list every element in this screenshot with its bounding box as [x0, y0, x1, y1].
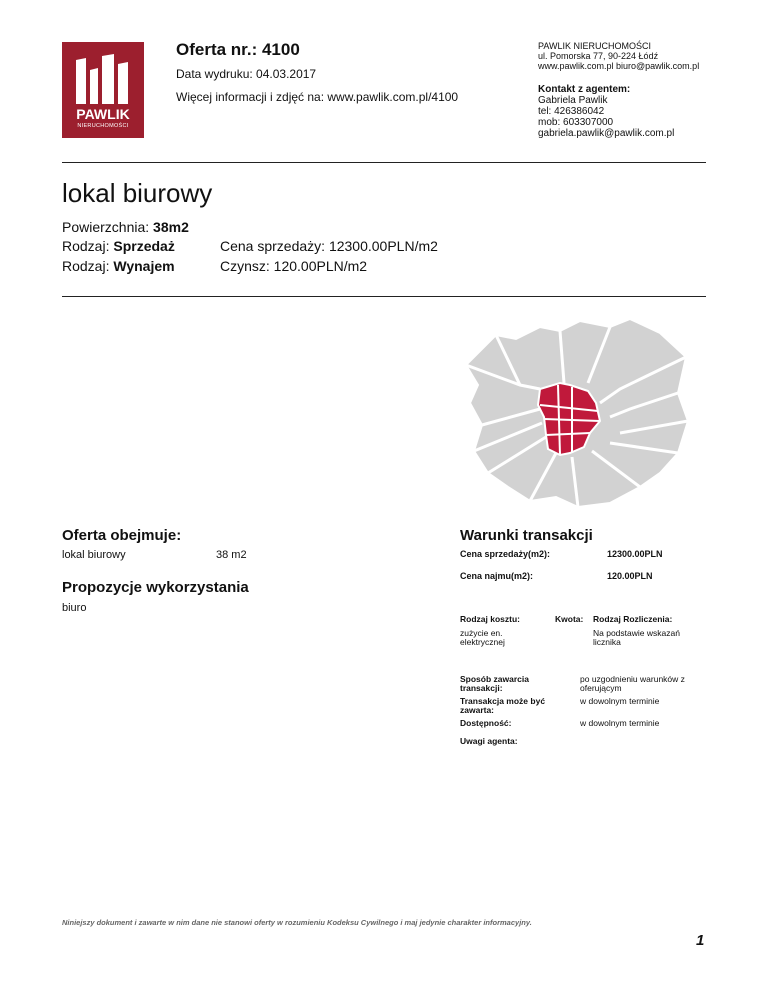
divider-middle — [62, 296, 706, 297]
cost-type-line: zużycie en. — [460, 628, 503, 638]
agent-email[interactable]: gabriela.pawlik@pawlik.com.pl — [538, 128, 675, 139]
settlement-header: Rodzaj Rozliczenia: — [593, 614, 673, 624]
type-value: Sprzedaż — [113, 238, 175, 254]
cost-type-line: elektrycznej — [460, 637, 505, 647]
agent-name: Gabriela Pawlik — [538, 95, 608, 106]
company-logo — [62, 42, 144, 138]
location-map — [460, 313, 692, 514]
agency-address: ul. Pomorska 77, 90-224 Łódź — [538, 51, 659, 61]
agent-tel: tel: 426386042 — [538, 106, 605, 117]
usage-value: biuro — [62, 602, 87, 614]
more-info-link[interactable]: Więcej informacji i zdjęć na: www.pawlik.com.pl/4100 — [176, 90, 459, 104]
method-label-line: Sposób zawarcia — [460, 674, 529, 684]
type-rent-param — [62, 258, 175, 274]
amount-header: Kwota: — [555, 614, 584, 624]
when-label-line: Transakcja może być — [460, 696, 546, 706]
divider-top — [62, 162, 706, 163]
settlement-line: licznika — [593, 637, 621, 647]
rent-price-value: 120.00PLN — [607, 571, 653, 581]
settlement-line: Na podstawie wskazań — [593, 628, 680, 638]
area-label: Powierzchnia: — [62, 219, 150, 235]
agent-heading: Kontakt z agentem: — [538, 84, 631, 95]
terms-heading: Warunki transakcji — [460, 527, 593, 544]
settlement-value — [593, 629, 680, 647]
listing-title: lokal biurowy — [62, 178, 213, 208]
when-label-line: zawarta: — [460, 705, 495, 715]
method-value — [580, 675, 685, 693]
disclaimer: Niniejszy dokument i zawarte w nim dane nie stanowi oferty w rozumieniu Kodeksu Cywilnego i maj jedynie charakter informacyjny. — [62, 918, 532, 927]
rent-price-label: Cena najmu(m2): — [460, 571, 534, 581]
offer-number: Oferta nr.: 4100 — [176, 40, 300, 59]
offer-item-name: lokal biurowy — [62, 549, 126, 561]
agency-web-email[interactable]: www.pawlik.com.pl biuro@pawlik.com.pl — [538, 61, 700, 71]
agency-name: PAWLIK NIERUCHOMOŚCI — [538, 41, 652, 51]
method-label-line: transakcji: — [460, 683, 503, 693]
agent-contact — [538, 84, 674, 139]
logo-text: PAWLIK — [76, 106, 130, 122]
agency-block — [538, 41, 699, 71]
page-number: 1 — [696, 932, 705, 949]
cost-type-value — [460, 629, 505, 647]
agent-mob: mob: 603307000 — [538, 117, 614, 128]
method-label — [460, 675, 529, 693]
sale-price: Cena sprzedaży: 12300.00PLN/m2 — [220, 238, 438, 254]
print-date: Data wydruku: 04.03.2017 — [176, 67, 317, 81]
type-sale-param — [62, 238, 175, 254]
type-value: Wynajem — [113, 258, 175, 274]
availability-value: w dowolnym terminie — [580, 718, 660, 728]
availability-label: Dostępność: — [460, 718, 512, 728]
type-label: Rodzaj: — [62, 258, 110, 274]
offer-item-area: 38 m2 — [216, 549, 247, 561]
usage-heading: Propozycje wykorzystania — [62, 579, 249, 596]
type-label: Rodzaj: — [62, 238, 110, 254]
when-label — [460, 697, 545, 715]
method-value-line: oferującym — [580, 683, 622, 693]
rent-price: Czynsz: 120.00PLN/m2 — [220, 258, 368, 274]
when-value: w dowolnym terminie — [580, 696, 660, 706]
method-value-line: po uzgodnieniu warunków z — [580, 674, 685, 684]
sale-price-value: 12300.00PLN — [607, 549, 663, 559]
cost-type-header: Rodzaj kosztu: — [460, 614, 520, 624]
area-param — [62, 219, 189, 235]
offer-includes-heading: Oferta obejmuje: — [62, 527, 182, 544]
area-value: 38m2 — [153, 219, 189, 235]
sale-price-label: Cena sprzedaży(m2): — [460, 549, 551, 559]
logo-subtext: NIERUCHOMOŚCI — [77, 123, 129, 129]
agent-notes-label: Uwagi agenta: — [460, 736, 518, 746]
